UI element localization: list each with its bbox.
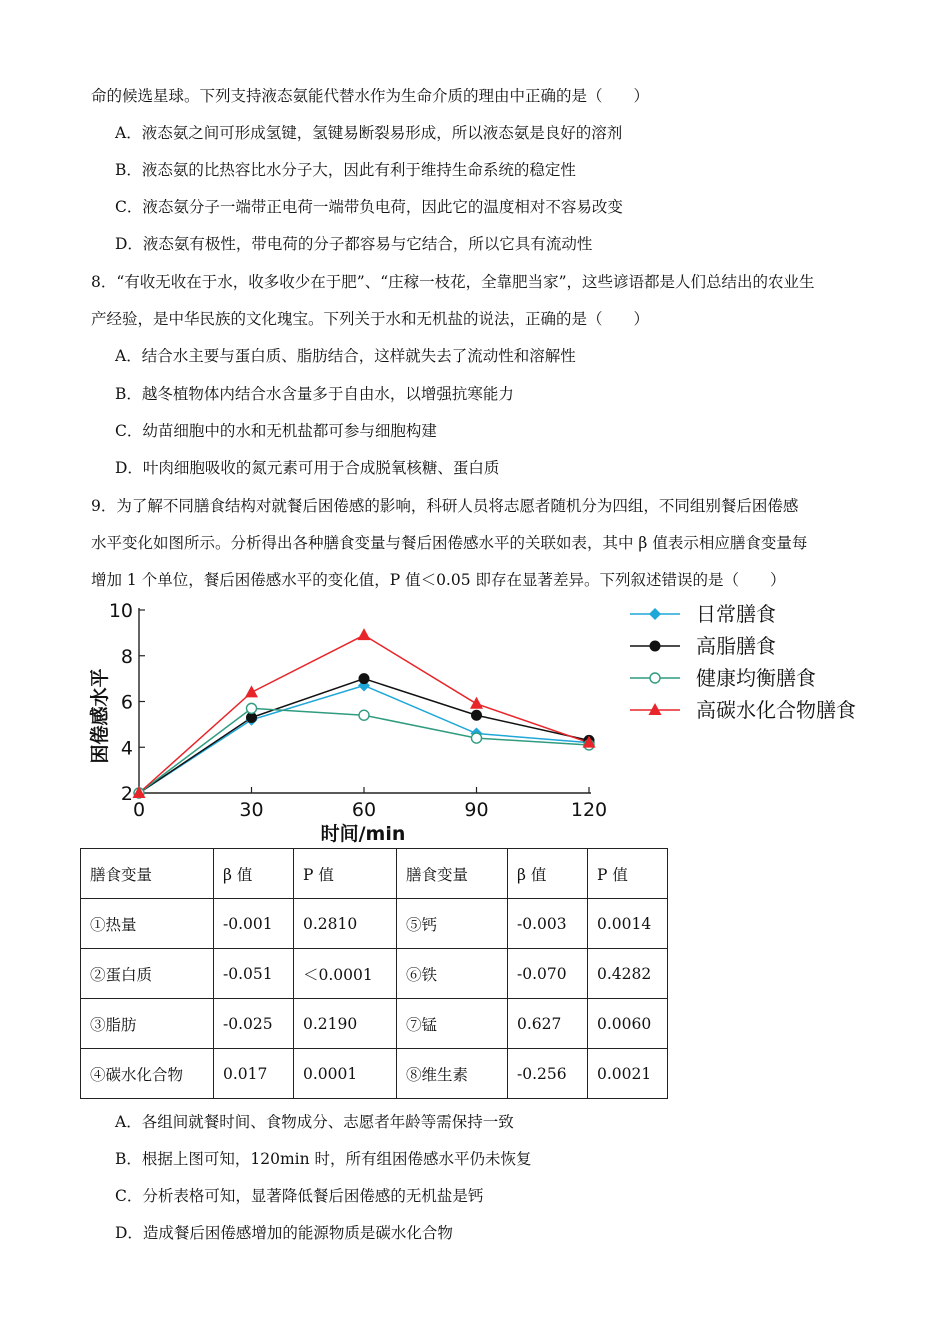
data-point [359, 673, 370, 684]
series-line [139, 679, 589, 793]
q9-stem-line-1: 9．为了解不同膳食结构对就餐后困倦感的影响，科研人员将志愿者随机分为四组，不同组别餐后困倦感 [91, 497, 799, 515]
chart-series [133, 628, 596, 799]
table-cell: 0.017 [214, 1049, 294, 1099]
data-point [471, 710, 482, 721]
q8-option-a[interactable]: A．结合水主要与蛋白质、脂肪结合，这样就失去了流动性和溶解性 [115, 347, 576, 365]
table-cell: -0.051 [214, 949, 294, 999]
q8-option-b[interactable]: B．越冬植物体内结合水含量多于自由水，以增强抗寒能力 [115, 385, 514, 403]
table-cell: 0.4282 [588, 949, 668, 999]
legend-label: 高脂膳食 [696, 634, 776, 658]
series-line [139, 685, 589, 793]
table-cell: ①热量 [81, 899, 214, 949]
table-cell: ②蛋白质 [81, 949, 214, 999]
q9-stem-line-3: 增加 1 个单位，餐后困倦感水平的变化值，P 值＜0.05 即存在显著差异。下列叙述错误的是（ ） [91, 571, 786, 589]
y-tick-label: 10 [108, 600, 133, 622]
table-row [81, 899, 668, 949]
series-1 [139, 679, 589, 793]
table-cell: 0.2810 [294, 899, 397, 949]
x-tick-label: 90 [464, 799, 489, 821]
table-cell: ＜0.0001 [294, 949, 397, 999]
x-tick-label: 30 [239, 799, 264, 821]
table-row [81, 1049, 668, 1099]
table-header-cell: β 值 [214, 849, 294, 899]
table-cell: 0.0014 [588, 899, 668, 949]
q7-stem-tail: 命的候选星球。下列支持液态氨能代替水作为生命介质的理由中正确的是（ ） [91, 87, 650, 105]
table-cell: -0.003 [508, 899, 588, 949]
table-cell: ⑤钙 [397, 899, 508, 949]
q9-stem-line-2: 水平变化如图所示。分析得出各种膳食变量与餐后困倦感水平的关联如表，其中 β 值表示相应膳食变量每 [91, 534, 808, 552]
data-point [472, 733, 482, 743]
q7-option-a[interactable]: A．液态氨之间可形成氢键，氢键易断裂易形成，所以液态氨是良好的溶剂 [115, 124, 623, 142]
x-tick-label: 0 [132, 799, 146, 821]
table-header-cell: 膳食变量 [397, 849, 508, 899]
series-2 [139, 708, 589, 793]
y-tick-label: 6 [120, 691, 133, 714]
x-tick-label: 60 [351, 799, 377, 821]
data-point [358, 628, 371, 640]
table-cell: 0.627 [508, 999, 588, 1049]
series-line [139, 708, 589, 793]
table-row [81, 949, 668, 999]
diet-variable-table [80, 848, 668, 1099]
table-cell: ⑧维生素 [397, 1049, 508, 1099]
series-0 [139, 685, 589, 793]
table-header-cell: P 值 [294, 849, 397, 899]
table-row [81, 999, 668, 1049]
table-cell: 0.0021 [588, 1049, 668, 1099]
x-tick-label: 120 [570, 799, 608, 821]
legend-label: 健康均衡膳食 [696, 666, 816, 690]
y-tick-label: 2 [120, 783, 133, 805]
table-cell: ⑦锰 [397, 999, 508, 1049]
x-axis-label: 时间/min [320, 823, 406, 845]
q8-option-c[interactable]: C．幼苗细胞中的水和无机盐都可参与细胞构建 [115, 422, 437, 440]
table-cell: -0.256 [508, 1049, 588, 1099]
table-header-row [81, 849, 668, 899]
legend-label: 日常膳食 [696, 602, 776, 626]
data-point [470, 697, 483, 709]
q9-option-b[interactable]: B．根据上图可知，120min 时，所有组困倦感水平仍未恢复 [115, 1150, 532, 1168]
legend-label: 高碳水化合物膳食 [696, 698, 856, 722]
data-point [359, 710, 369, 720]
table-header-cell: β 值 [508, 849, 588, 899]
legend-marker [649, 608, 661, 620]
data-point [247, 703, 257, 713]
y-tick-label: 4 [120, 737, 133, 760]
q9-option-c[interactable]: C．分析表格可知，显著降低餐后困倦感的无机盐是钙 [115, 1187, 484, 1205]
table-cell: -0.070 [508, 949, 588, 999]
table-header-cell: 膳食变量 [81, 849, 214, 899]
y-axis-label: 困倦感水平 [89, 668, 111, 764]
q8-stem-line-2: 产经验，是中华民族的文化瑰宝。下列关于水和无机盐的说法，正确的是（ ） [91, 310, 650, 328]
q7-option-b[interactable]: B．液态氨的比热容比水分子大，因此有利于维持生命系统的稳定性 [115, 161, 576, 179]
table-cell: 0.0060 [588, 999, 668, 1049]
chart-legend [630, 602, 856, 722]
drowsiness-line-chart [82, 598, 872, 846]
table-cell: ③脂肪 [81, 999, 214, 1049]
q8-option-d[interactable]: D．叶肉细胞吸收的氮元素可用于合成脱氧核糖、蛋白质 [115, 459, 500, 477]
series-markers-0 [133, 679, 595, 799]
table-cell: -0.001 [214, 899, 294, 949]
data-point [245, 685, 258, 697]
table-cell: ④碳水化合物 [81, 1049, 214, 1099]
q9-option-a[interactable]: A．各组间就餐时间、食物成分、志愿者年龄等需保持一致 [115, 1113, 514, 1131]
y-tick-label: 8 [120, 645, 133, 668]
table-cell: 0.2190 [294, 999, 397, 1049]
q8-stem-line-1: 8．“有收无收在于水，收多收少在于肥”、“庄稼一枝花，全靠肥当家”，这些谚语都是人们总结出的农业生 [91, 273, 815, 291]
table-cell: -0.025 [214, 999, 294, 1049]
legend-marker [649, 703, 662, 715]
table-cell: ⑥铁 [397, 949, 508, 999]
q7-option-c[interactable]: C．液态氨分子一端带正电荷一端带负电荷，因此它的温度相对不容易改变 [115, 198, 623, 216]
chart-ticks [109, 600, 607, 821]
table-cell: 0.0001 [294, 1049, 397, 1099]
legend-marker [650, 641, 661, 652]
q7-option-d[interactable]: D．液态氨有极性，带电荷的分子都容易与它结合，所以它具有流动性 [115, 235, 593, 253]
table-header-cell: P 值 [588, 849, 668, 899]
q9-option-d[interactable]: D．造成餐后困倦感增加的能源物质是碳水化合物 [115, 1224, 453, 1242]
legend-marker [650, 673, 660, 683]
